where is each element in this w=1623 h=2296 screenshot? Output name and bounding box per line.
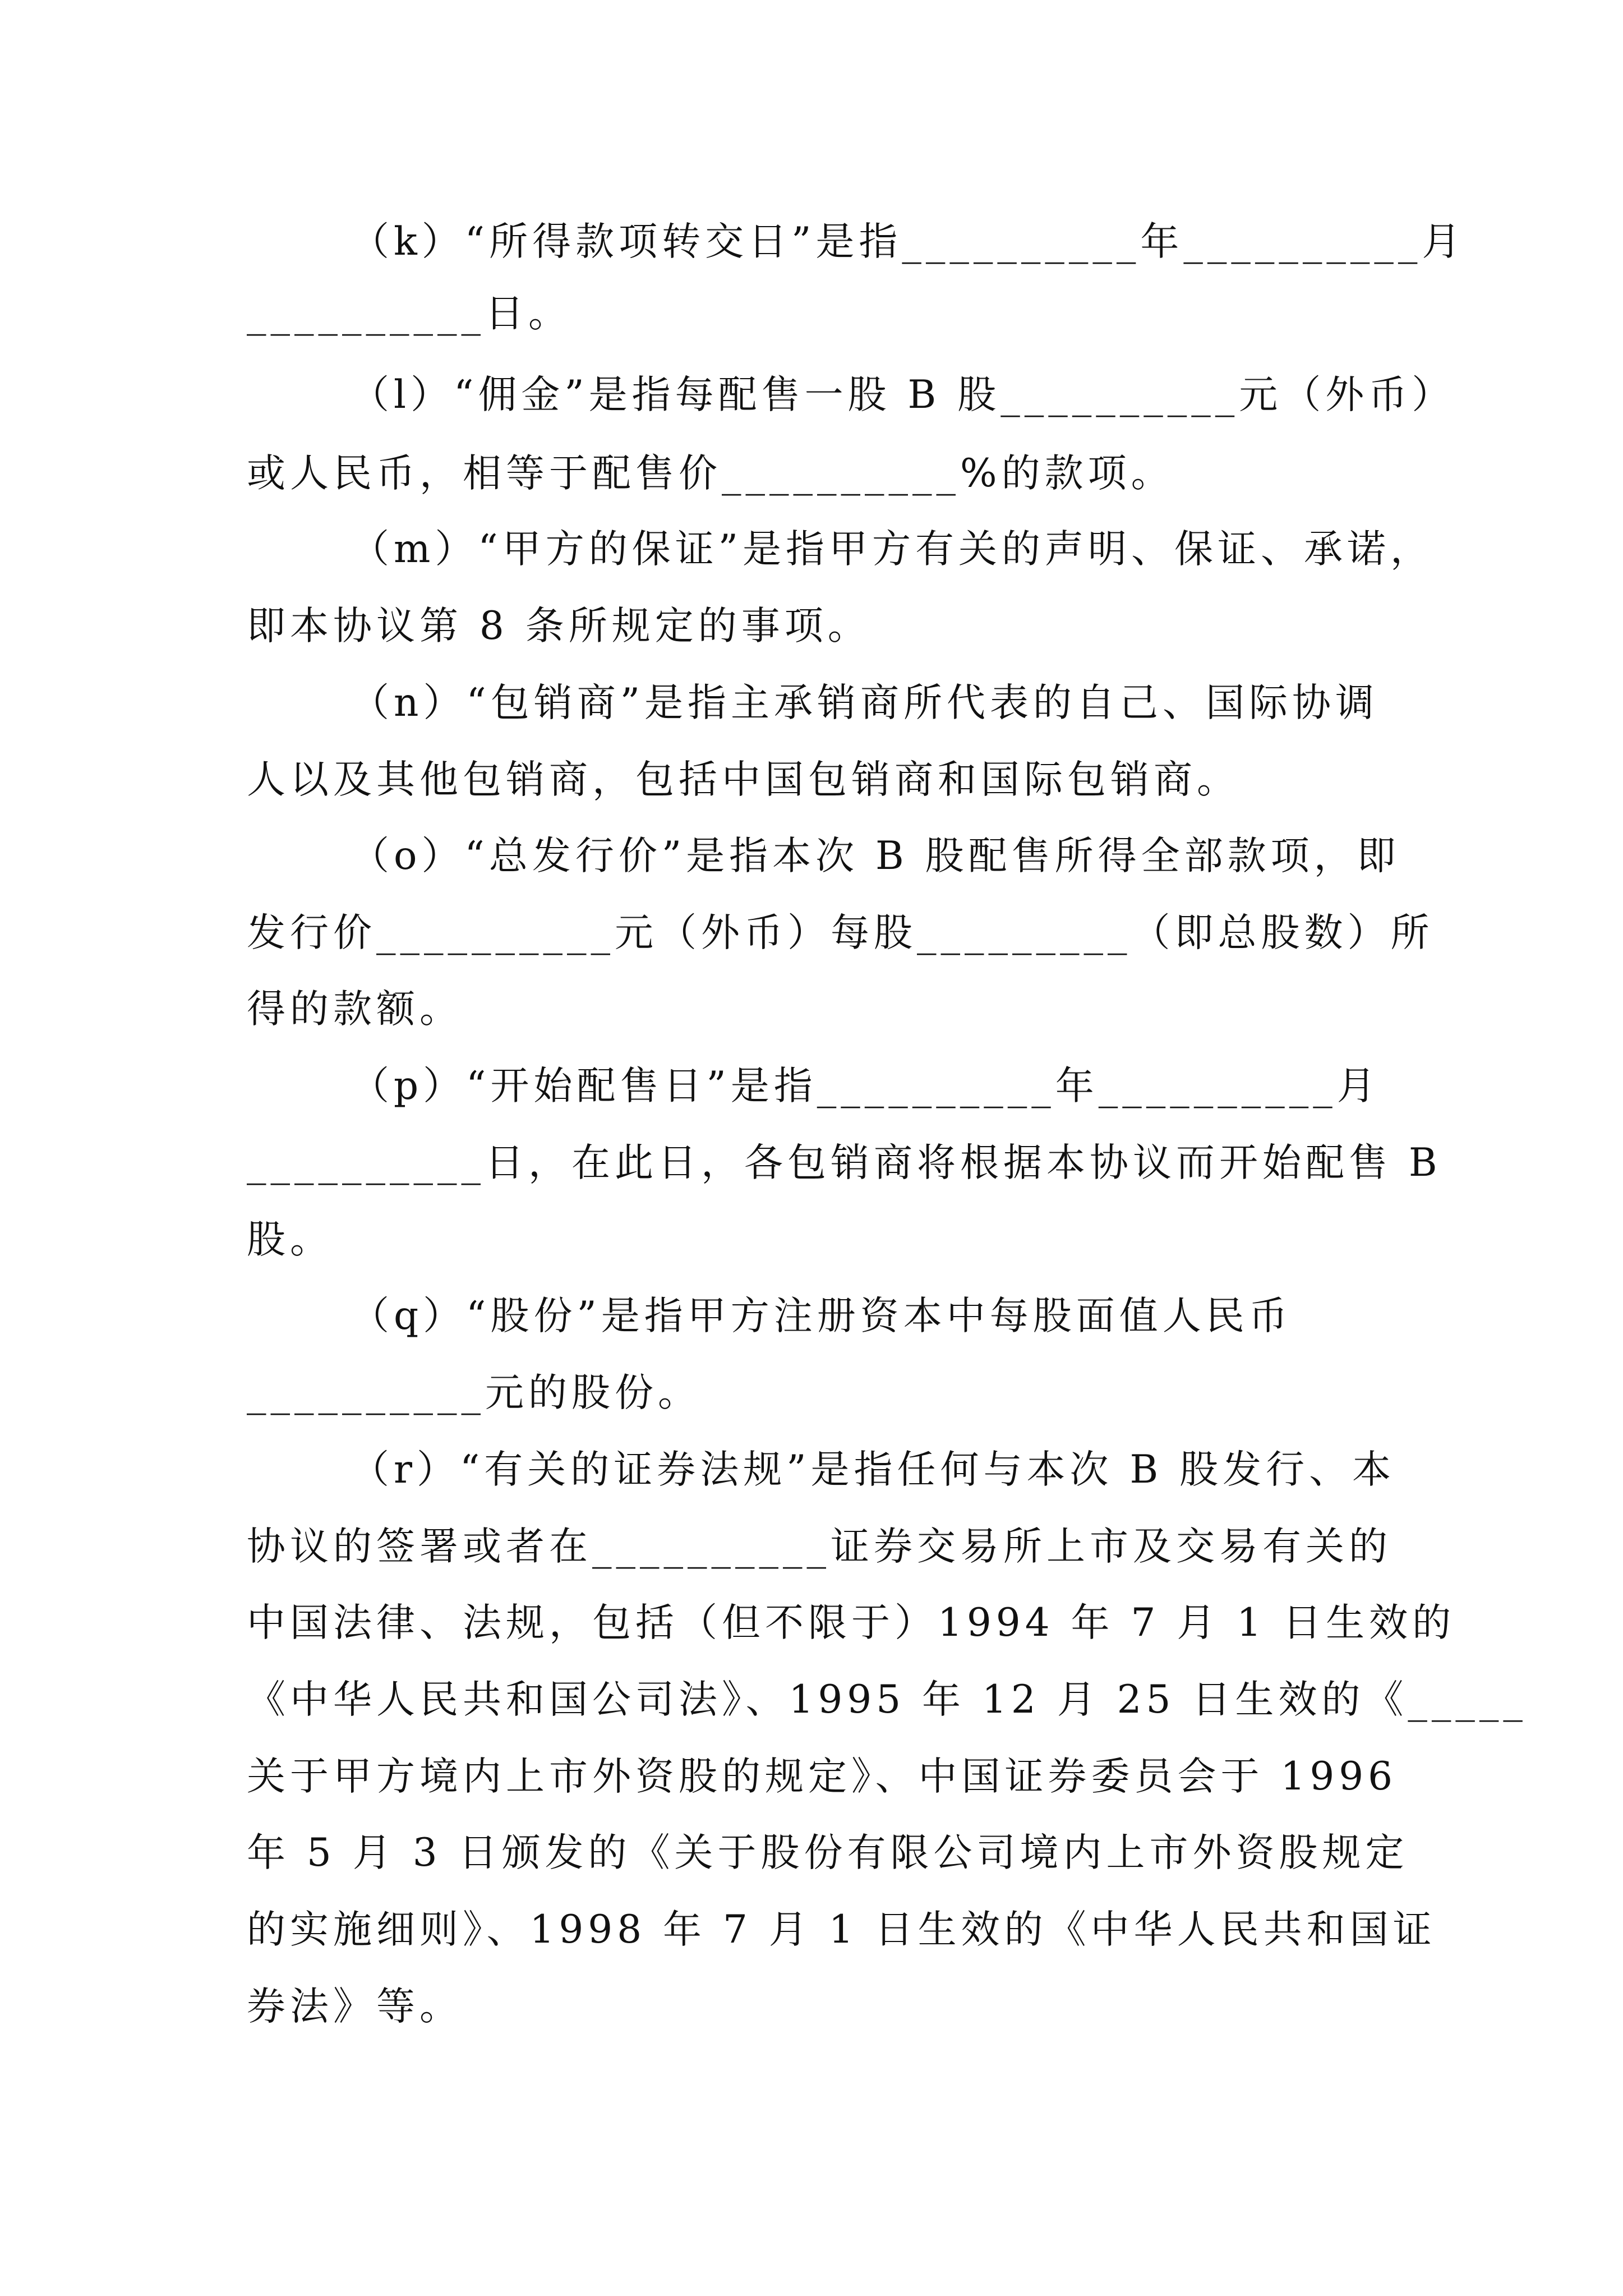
- text: 股。: [247, 1217, 333, 1262]
- clause-n-line-1: [351, 664, 1378, 742]
- clause-r-line-1: [351, 1430, 1395, 1509]
- clause-r-line-4: [247, 1660, 1527, 1739]
- text: 券法》等。: [247, 1984, 463, 2029]
- text: （n）“包销商”是指主承销商所代表的自己、国际协调: [351, 680, 1378, 725]
- clause-p-line-1: [351, 1047, 1380, 1125]
- clause-o-line-1: [351, 817, 1400, 895]
- text: 协议的签署或者在__________证券交易所上市及交易有关的: [247, 1524, 1392, 1569]
- clause-r-line-8: [247, 1967, 463, 2046]
- text: （l）“佣金”是指每配售一股 B 股__________元（外币）: [351, 372, 1455, 417]
- clause-r-line-3: [247, 1584, 1455, 1662]
- text: （r）“有关的证券法规”是指任何与本次 B 股发行、本: [351, 1447, 1396, 1492]
- clause-l-line-1: [351, 356, 1455, 434]
- text: （m）“甲方的保证”是指甲方有关的声明、保证、承诺，: [351, 527, 1433, 572]
- clause-r-line-7: [247, 1890, 1436, 1969]
- clause-p-line-2: [247, 1124, 1442, 1202]
- text: __________日。: [247, 291, 571, 336]
- text: 关于甲方境内上市外资股的规定》、中国证券委员会于 1996: [247, 1754, 1398, 1799]
- clause-l-line-2: [247, 434, 1174, 513]
- clause-r-line-6: [247, 1814, 1409, 1892]
- clause-r-line-5: [247, 1737, 1397, 1816]
- text: 得的款额。: [247, 987, 463, 1032]
- text: __________日，在此日，各包销商将根据本协议而开始配售 B: [247, 1140, 1442, 1185]
- text: （k）“所得款项转交日”是指__________年__________月: [351, 219, 1465, 264]
- clause-n-line-2: [247, 740, 1240, 819]
- clause-o-line-3: [247, 970, 463, 1048]
- clause-k-line-1: [351, 203, 1465, 281]
- clause-p-line-3: [247, 1200, 333, 1279]
- clause-q-line-2: [247, 1354, 701, 1432]
- text: __________元的股份。: [247, 1370, 701, 1415]
- text: 中国法律、法规，包括（但不限于）1994 年 7 月 1 日生效的: [247, 1600, 1456, 1645]
- text: 人以及其他包销商，包括中国包销商和国际包销商。: [247, 757, 1240, 802]
- clause-m-line-2: [247, 587, 871, 665]
- text: 的实施细则》、1998 年 7 月 1 日生效的《中华人民共和国证: [247, 1907, 1436, 1952]
- text: 《中华人民共和国公司法》、1995 年 12 月 25 日生效的《_____: [247, 1677, 1527, 1722]
- text: 即本协议第 8 条所规定的事项。: [247, 604, 871, 648]
- text: （p）“开始配售日”是指__________年__________月: [351, 1064, 1380, 1108]
- clause-k-line-2: [247, 274, 571, 353]
- clause-r-line-2: [247, 1507, 1392, 1586]
- text: 或人民币，相等于配售价__________%的款项。: [247, 451, 1174, 496]
- text: 年 5 月 3 日颁发的《关于股份有限公司境内上市外资股规定: [247, 1830, 1409, 1875]
- text: 发行价__________元（外币）每股_________（即总股数）所: [247, 910, 1434, 955]
- clause-m-line-1: [351, 510, 1433, 588]
- clause-q-line-1: [351, 1277, 1292, 1355]
- text: （q）“股份”是指甲方注册资本中每股面值人民币: [351, 1294, 1292, 1338]
- text: （o）“总发行价”是指本次 B 股配售所得全部款项，即: [351, 834, 1400, 878]
- clause-o-line-2: [247, 894, 1434, 972]
